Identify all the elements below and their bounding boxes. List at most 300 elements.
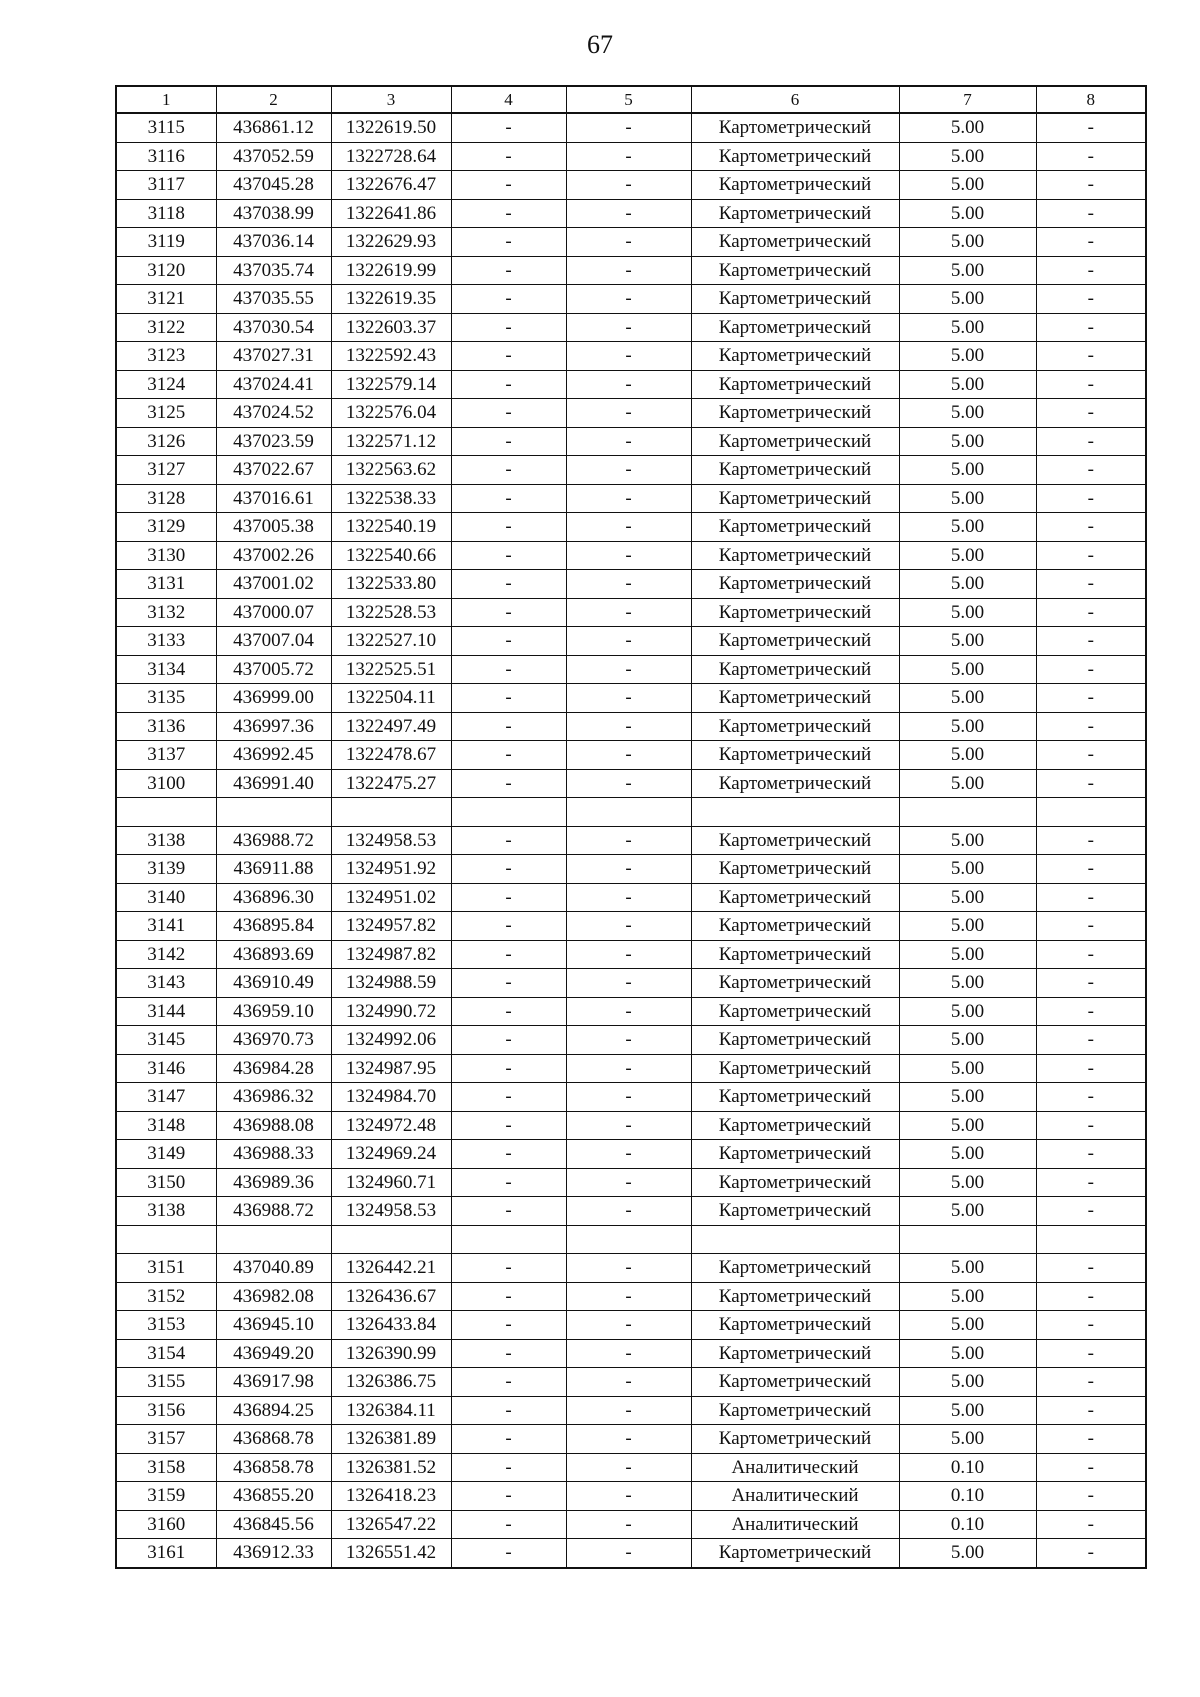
method-cell: Картометрический — [691, 313, 899, 342]
y-coordinate-cell: 1322641.86 — [331, 199, 451, 228]
col4-cell: - — [451, 541, 566, 570]
col5-cell: - — [566, 1311, 691, 1340]
y-coordinate-cell: 1322728.64 — [331, 142, 451, 171]
col5-cell: - — [566, 342, 691, 371]
table-row — [116, 598, 1146, 627]
y-coordinate-cell: 1326551.42 — [331, 1539, 451, 1568]
col4-cell: - — [451, 1054, 566, 1083]
table-row — [116, 1140, 1146, 1169]
y-coordinate-cell: 1324987.95 — [331, 1054, 451, 1083]
col8-cell: - — [1036, 1368, 1146, 1397]
point-number-cell: 3131 — [116, 570, 216, 599]
point-number-cell: 3147 — [116, 1083, 216, 1112]
col4-cell: - — [451, 1311, 566, 1340]
point-number-cell: 3122 — [116, 313, 216, 342]
col5-cell: - — [566, 228, 691, 257]
y-coordinate-cell: 1324972.48 — [331, 1111, 451, 1140]
col4-cell: - — [451, 256, 566, 285]
x-coordinate-cell: 437035.74 — [216, 256, 331, 285]
col5-cell: - — [566, 1054, 691, 1083]
y-coordinate-cell: 1326433.84 — [331, 1311, 451, 1340]
method-cell: Картометрический — [691, 1083, 899, 1112]
table-row — [116, 513, 1146, 542]
point-number-cell: 3117 — [116, 171, 216, 200]
col4-cell: - — [451, 1453, 566, 1482]
method-cell: Картометрический — [691, 285, 899, 314]
col5-cell: - — [566, 655, 691, 684]
point-number-cell: 3136 — [116, 712, 216, 741]
method-cell: Картометрический — [691, 1168, 899, 1197]
x-coordinate-cell: 437024.41 — [216, 370, 331, 399]
col4-cell: - — [451, 1425, 566, 1454]
point-number-cell: 3142 — [116, 940, 216, 969]
col4-cell: - — [451, 655, 566, 684]
y-coordinate-cell: 1324951.02 — [331, 883, 451, 912]
x-coordinate-cell: 437001.02 — [216, 570, 331, 599]
point-number-cell: 3149 — [116, 1140, 216, 1169]
col8-cell: - — [1036, 1254, 1146, 1283]
col8-cell: - — [1036, 855, 1146, 884]
table-row — [116, 940, 1146, 969]
x-coordinate-cell: 436912.33 — [216, 1539, 331, 1568]
y-coordinate-cell: 1324988.59 — [331, 969, 451, 998]
accuracy-cell: 5.00 — [899, 1425, 1036, 1454]
accuracy-cell: 5.00 — [899, 113, 1036, 142]
table-row — [116, 1282, 1146, 1311]
col5-cell: - — [566, 997, 691, 1026]
col4-cell: - — [451, 1282, 566, 1311]
table-row — [116, 427, 1146, 456]
y-coordinate-cell: 1322629.93 — [331, 228, 451, 257]
point-number-cell: 3133 — [116, 627, 216, 656]
empty-cell — [1036, 798, 1146, 827]
y-coordinate-cell: 1324969.24 — [331, 1140, 451, 1169]
col8-cell: - — [1036, 1140, 1146, 1169]
separator-row — [116, 1225, 1146, 1254]
table-row — [116, 1054, 1146, 1083]
y-coordinate-cell: 1322603.37 — [331, 313, 451, 342]
point-number-cell: 3150 — [116, 1168, 216, 1197]
method-cell: Картометрический — [691, 1140, 899, 1169]
col5-cell: - — [566, 1453, 691, 1482]
col4-cell: - — [451, 228, 566, 257]
y-coordinate-cell: 1326384.11 — [331, 1396, 451, 1425]
col8-cell: - — [1036, 1083, 1146, 1112]
x-coordinate-cell: 436986.32 — [216, 1083, 331, 1112]
col8-cell: - — [1036, 1282, 1146, 1311]
accuracy-cell: 5.00 — [899, 712, 1036, 741]
col8-cell: - — [1036, 1510, 1146, 1539]
accuracy-cell: 5.00 — [899, 912, 1036, 941]
y-coordinate-cell: 1322528.53 — [331, 598, 451, 627]
table-row — [116, 1482, 1146, 1511]
col8-cell: - — [1036, 1054, 1146, 1083]
table-row — [116, 113, 1146, 142]
col8-cell: - — [1036, 1339, 1146, 1368]
accuracy-cell: 5.00 — [899, 541, 1036, 570]
point-number-cell: 3161 — [116, 1539, 216, 1568]
y-coordinate-cell: 1324957.82 — [331, 912, 451, 941]
col5-cell: - — [566, 171, 691, 200]
method-cell: Картометрический — [691, 541, 899, 570]
x-coordinate-cell: 436997.36 — [216, 712, 331, 741]
x-coordinate-cell: 437023.59 — [216, 427, 331, 456]
method-cell: Картометрический — [691, 1026, 899, 1055]
table-row — [116, 199, 1146, 228]
method-cell: Картометрический — [691, 1282, 899, 1311]
col4-cell: - — [451, 1368, 566, 1397]
col8-cell: - — [1036, 513, 1146, 542]
method-cell: Картометрический — [691, 484, 899, 513]
col5-cell: - — [566, 1425, 691, 1454]
point-number-cell: 3137 — [116, 741, 216, 770]
x-coordinate-cell: 436945.10 — [216, 1311, 331, 1340]
x-coordinate-cell: 437030.54 — [216, 313, 331, 342]
col8-cell: - — [1036, 113, 1146, 142]
col5-cell: - — [566, 855, 691, 884]
accuracy-cell: 5.00 — [899, 228, 1036, 257]
col4-cell: - — [451, 570, 566, 599]
accuracy-cell: 5.00 — [899, 1197, 1036, 1226]
column-header: 3 — [331, 86, 451, 113]
col4-cell: - — [451, 1083, 566, 1112]
accuracy-cell: 5.00 — [899, 1282, 1036, 1311]
col8-cell: - — [1036, 370, 1146, 399]
col5-cell: - — [566, 1083, 691, 1112]
col8-cell: - — [1036, 456, 1146, 485]
x-coordinate-cell: 437038.99 — [216, 199, 331, 228]
y-coordinate-cell: 1324987.82 — [331, 940, 451, 969]
col8-cell: - — [1036, 171, 1146, 200]
col8-cell: - — [1036, 969, 1146, 998]
x-coordinate-cell: 436949.20 — [216, 1339, 331, 1368]
y-coordinate-cell: 1322540.66 — [331, 541, 451, 570]
col4-cell: - — [451, 1197, 566, 1226]
accuracy-cell: 5.00 — [899, 370, 1036, 399]
x-coordinate-cell: 437022.67 — [216, 456, 331, 485]
point-number-cell: 3123 — [116, 342, 216, 371]
accuracy-cell: 5.00 — [899, 513, 1036, 542]
col5-cell: - — [566, 1111, 691, 1140]
accuracy-cell: 5.00 — [899, 1168, 1036, 1197]
col5-cell: - — [566, 142, 691, 171]
col8-cell: - — [1036, 912, 1146, 941]
table-row — [116, 484, 1146, 513]
x-coordinate-cell: 436999.00 — [216, 684, 331, 713]
col5-cell: - — [566, 969, 691, 998]
table-row — [116, 655, 1146, 684]
table-row — [116, 399, 1146, 428]
method-cell: Картометрический — [691, 598, 899, 627]
col5-cell: - — [566, 1282, 691, 1311]
coordinates-table — [115, 85, 1147, 1569]
y-coordinate-cell: 1322538.33 — [331, 484, 451, 513]
y-coordinate-cell: 1326390.99 — [331, 1339, 451, 1368]
accuracy-cell: 5.00 — [899, 769, 1036, 798]
col8-cell: - — [1036, 228, 1146, 257]
table-row — [116, 855, 1146, 884]
col8-cell: - — [1036, 883, 1146, 912]
x-coordinate-cell: 436910.49 — [216, 969, 331, 998]
accuracy-cell: 5.00 — [899, 1368, 1036, 1397]
point-number-cell: 3146 — [116, 1054, 216, 1083]
point-number-cell: 3156 — [116, 1396, 216, 1425]
col8-cell: - — [1036, 684, 1146, 713]
x-coordinate-cell: 437000.07 — [216, 598, 331, 627]
table-row — [116, 541, 1146, 570]
col4-cell: - — [451, 285, 566, 314]
accuracy-cell: 5.00 — [899, 1054, 1036, 1083]
method-cell: Картометрический — [691, 1539, 899, 1568]
col8-cell: - — [1036, 997, 1146, 1026]
x-coordinate-cell: 436893.69 — [216, 940, 331, 969]
x-coordinate-cell: 436845.56 — [216, 1510, 331, 1539]
col5-cell: - — [566, 541, 691, 570]
col5-cell: - — [566, 285, 691, 314]
x-coordinate-cell: 437052.59 — [216, 142, 331, 171]
point-number-cell: 3155 — [116, 1368, 216, 1397]
col8-cell: - — [1036, 313, 1146, 342]
empty-cell — [331, 798, 451, 827]
col8-cell: - — [1036, 1168, 1146, 1197]
col4-cell: - — [451, 598, 566, 627]
accuracy-cell: 5.00 — [899, 969, 1036, 998]
col8-cell: - — [1036, 1311, 1146, 1340]
table-row — [116, 969, 1146, 998]
x-coordinate-cell: 436988.33 — [216, 1140, 331, 1169]
y-coordinate-cell: 1322525.51 — [331, 655, 451, 684]
table-row — [116, 1254, 1146, 1283]
y-coordinate-cell: 1326418.23 — [331, 1482, 451, 1511]
accuracy-cell: 5.00 — [899, 627, 1036, 656]
y-coordinate-cell: 1324984.70 — [331, 1083, 451, 1112]
col4-cell: - — [451, 513, 566, 542]
col4-cell: - — [451, 1482, 566, 1511]
table-row — [116, 712, 1146, 741]
method-cell: Картометрический — [691, 969, 899, 998]
col5-cell: - — [566, 940, 691, 969]
empty-cell — [216, 798, 331, 827]
x-coordinate-cell: 437016.61 — [216, 484, 331, 513]
point-number-cell: 3160 — [116, 1510, 216, 1539]
col8-cell: - — [1036, 1111, 1146, 1140]
col5-cell: - — [566, 484, 691, 513]
col8-cell: - — [1036, 627, 1146, 656]
col4-cell: - — [451, 826, 566, 855]
col5-cell: - — [566, 883, 691, 912]
accuracy-cell: 5.00 — [899, 826, 1036, 855]
col5-cell: - — [566, 741, 691, 770]
method-cell: Картометрический — [691, 1425, 899, 1454]
col4-cell: - — [451, 1026, 566, 1055]
accuracy-cell: 5.00 — [899, 199, 1036, 228]
col8-cell: - — [1036, 1482, 1146, 1511]
table-row — [116, 313, 1146, 342]
point-number-cell: 3158 — [116, 1453, 216, 1482]
x-coordinate-cell: 437040.89 — [216, 1254, 331, 1283]
accuracy-cell: 5.00 — [899, 427, 1036, 456]
col5-cell: - — [566, 399, 691, 428]
table-row — [116, 627, 1146, 656]
col4-cell: - — [451, 1539, 566, 1568]
method-cell: Картометрический — [691, 1197, 899, 1226]
method-cell: Картометрический — [691, 342, 899, 371]
point-number-cell: 3132 — [116, 598, 216, 627]
x-coordinate-cell: 437005.38 — [216, 513, 331, 542]
point-number-cell: 3126 — [116, 427, 216, 456]
x-coordinate-cell: 436989.36 — [216, 1168, 331, 1197]
accuracy-cell: 5.00 — [899, 741, 1036, 770]
table-row — [116, 997, 1146, 1026]
col4-cell: - — [451, 855, 566, 884]
col5-cell: - — [566, 1510, 691, 1539]
col5-cell: - — [566, 598, 691, 627]
point-number-cell: 3129 — [116, 513, 216, 542]
col4-cell: - — [451, 1168, 566, 1197]
point-number-cell: 3139 — [116, 855, 216, 884]
accuracy-cell: 5.00 — [899, 1140, 1036, 1169]
method-cell: Картометрический — [691, 997, 899, 1026]
col4-cell: - — [451, 912, 566, 941]
point-number-cell: 3138 — [116, 1197, 216, 1226]
col5-cell: - — [566, 570, 691, 599]
method-cell: Картометрический — [691, 1054, 899, 1083]
y-coordinate-cell: 1324958.53 — [331, 1197, 451, 1226]
col8-cell: - — [1036, 342, 1146, 371]
col8-cell: - — [1036, 399, 1146, 428]
x-coordinate-cell: 437035.55 — [216, 285, 331, 314]
point-number-cell: 3140 — [116, 883, 216, 912]
point-number-cell: 3120 — [116, 256, 216, 285]
method-cell: Картометрический — [691, 912, 899, 941]
table-row — [116, 826, 1146, 855]
accuracy-cell: 5.00 — [899, 399, 1036, 428]
empty-cell — [691, 1225, 899, 1254]
empty-cell — [451, 1225, 566, 1254]
x-coordinate-cell: 436988.72 — [216, 826, 331, 855]
col4-cell: - — [451, 1510, 566, 1539]
x-coordinate-cell: 437027.31 — [216, 342, 331, 371]
table-row — [116, 256, 1146, 285]
col5-cell: - — [566, 1396, 691, 1425]
x-coordinate-cell: 437007.04 — [216, 627, 331, 656]
point-number-cell: 3121 — [116, 285, 216, 314]
accuracy-cell: 5.00 — [899, 1311, 1036, 1340]
col4-cell: - — [451, 484, 566, 513]
table-row — [116, 570, 1146, 599]
x-coordinate-cell: 436894.25 — [216, 1396, 331, 1425]
method-cell: Картометрический — [691, 142, 899, 171]
col5-cell: - — [566, 313, 691, 342]
table-row — [116, 684, 1146, 713]
col4-cell: - — [451, 1339, 566, 1368]
col8-cell: - — [1036, 1425, 1146, 1454]
x-coordinate-cell: 436982.08 — [216, 1282, 331, 1311]
point-number-cell: 3143 — [116, 969, 216, 998]
col5-cell: - — [566, 769, 691, 798]
method-cell: Картометрический — [691, 171, 899, 200]
x-coordinate-cell: 436858.78 — [216, 1453, 331, 1482]
y-coordinate-cell: 1322579.14 — [331, 370, 451, 399]
point-number-cell: 3128 — [116, 484, 216, 513]
method-cell: Картометрический — [691, 1111, 899, 1140]
accuracy-cell: 5.00 — [899, 1396, 1036, 1425]
col8-cell: - — [1036, 142, 1146, 171]
col8-cell: - — [1036, 541, 1146, 570]
point-number-cell: 3152 — [116, 1282, 216, 1311]
table-row — [116, 1111, 1146, 1140]
col8-cell: - — [1036, 598, 1146, 627]
table-row — [116, 1339, 1146, 1368]
col5-cell: - — [566, 1339, 691, 1368]
method-cell: Картометрический — [691, 570, 899, 599]
y-coordinate-cell: 1326381.89 — [331, 1425, 451, 1454]
col4-cell: - — [451, 171, 566, 200]
empty-cell — [566, 798, 691, 827]
method-cell: Аналитический — [691, 1482, 899, 1511]
accuracy-cell: 5.00 — [899, 940, 1036, 969]
method-cell: Картометрический — [691, 370, 899, 399]
method-cell: Картометрический — [691, 712, 899, 741]
point-number-cell: 3151 — [116, 1254, 216, 1283]
col4-cell: - — [451, 1140, 566, 1169]
method-cell: Картометрический — [691, 399, 899, 428]
point-number-cell: 3141 — [116, 912, 216, 941]
empty-cell — [566, 1225, 691, 1254]
empty-cell — [331, 1225, 451, 1254]
col5-cell: - — [566, 1026, 691, 1055]
method-cell: Картометрический — [691, 684, 899, 713]
x-coordinate-cell: 436895.84 — [216, 912, 331, 941]
empty-cell — [451, 798, 566, 827]
table-row — [116, 342, 1146, 371]
col5-cell: - — [566, 427, 691, 456]
col4-cell: - — [451, 1254, 566, 1283]
col4-cell: - — [451, 142, 566, 171]
col4-cell: - — [451, 769, 566, 798]
y-coordinate-cell: 1326386.75 — [331, 1368, 451, 1397]
empty-cell — [691, 798, 899, 827]
col4-cell: - — [451, 940, 566, 969]
col4-cell: - — [451, 712, 566, 741]
col5-cell: - — [566, 513, 691, 542]
accuracy-cell: 5.00 — [899, 484, 1036, 513]
empty-cell — [116, 1225, 216, 1254]
y-coordinate-cell: 1324951.92 — [331, 855, 451, 884]
col8-cell: - — [1036, 256, 1146, 285]
accuracy-cell: 5.00 — [899, 256, 1036, 285]
col5-cell: - — [566, 912, 691, 941]
table-row — [116, 1197, 1146, 1226]
col5-cell: - — [566, 1368, 691, 1397]
x-coordinate-cell: 437036.14 — [216, 228, 331, 257]
method-cell: Картометрический — [691, 940, 899, 969]
y-coordinate-cell: 1326547.22 — [331, 1510, 451, 1539]
point-number-cell: 3138 — [116, 826, 216, 855]
accuracy-cell: 5.00 — [899, 598, 1036, 627]
col8-cell: - — [1036, 570, 1146, 599]
x-coordinate-cell: 436970.73 — [216, 1026, 331, 1055]
point-number-cell: 3154 — [116, 1339, 216, 1368]
x-coordinate-cell: 436991.40 — [216, 769, 331, 798]
col8-cell: - — [1036, 826, 1146, 855]
method-cell: Картометрический — [691, 113, 899, 142]
col8-cell: - — [1036, 655, 1146, 684]
col5-cell: - — [566, 199, 691, 228]
x-coordinate-cell: 436868.78 — [216, 1425, 331, 1454]
method-cell: Картометрический — [691, 1311, 899, 1340]
table-row — [116, 1311, 1146, 1340]
